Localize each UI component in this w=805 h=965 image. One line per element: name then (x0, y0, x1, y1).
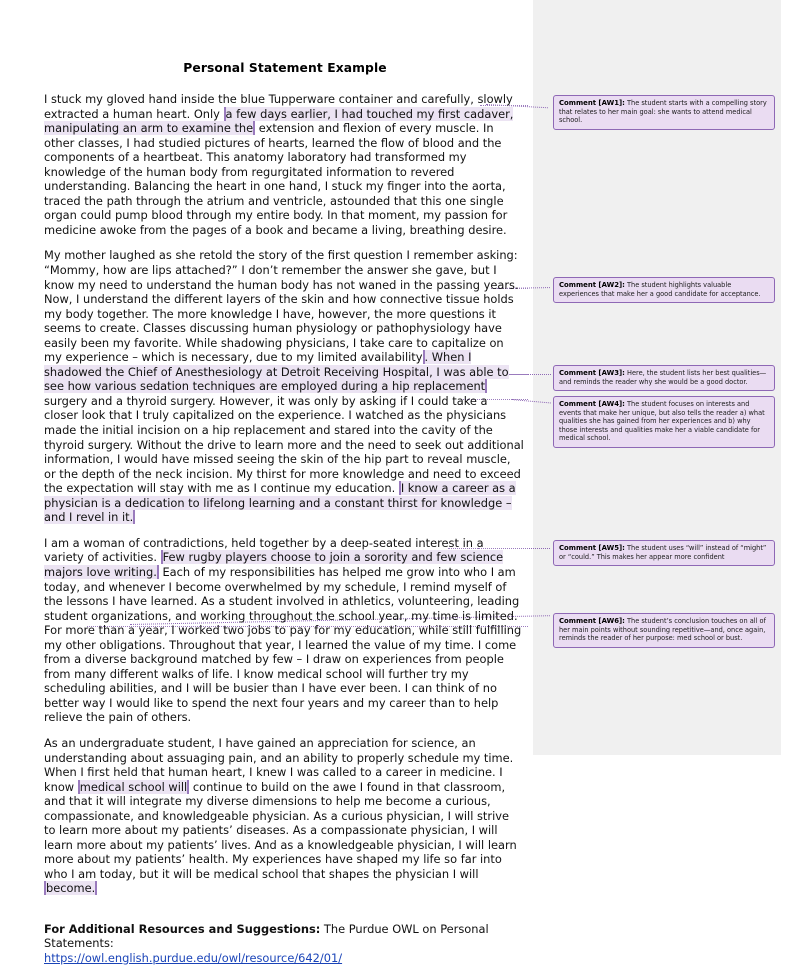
paragraph-4-highlight-1[interactable]: medical school will (79, 779, 188, 794)
page-title: Personal Statement Example (183, 61, 387, 75)
paragraph-2-segment-1: My mother laughed as she retold the story of the first question I remember asking: “Mommy, how are lips attached?” I don’t remember the answer she gave, but I know my need to understand the human body has not waned in the passing years. Now, I understand the different layers of the skin and how connective tissue holds my body together. The more knowledge I have, however, the more questions it seems to create. Classes discussing human physiology or pathophysiology have easily been my favorite. While shadowing physicians, I take care to capitalize on my experience – which is necessary, due to my limited availability (44, 248, 519, 365)
paragraph-1-highlight-1[interactable]: a few days earlier, I had touched my first cadaver, manipulating an arm to examine the (44, 106, 514, 136)
additional-resources (44, 896, 526, 965)
additional-resources-text: The Purdue OWL on Personal Statements: (44, 921, 489, 951)
paragraph-2-highlight-2[interactable]: I know a career as a physician is a dedication to lifelong learning and a constant thirst for knowledge – and I revel in it. (44, 481, 516, 525)
comment-text-aw2: The student highlights valuable experiences that make her a good candidate for acceptance. (559, 281, 761, 298)
paragraph-2-highlight-1[interactable]: . When I shadowed the Chief of Anesthesiology at Detroit Receiving Hospital, I was able to see how various sedation techniques are employed during a hip replacement (44, 350, 509, 394)
comment-balloon-aw1[interactable] (553, 95, 775, 130)
paragraph-2 (44, 248, 524, 524)
paragraph-3-highlight-1[interactable]: Few rugby players choose to join a sorority and few science majors love writing. (44, 550, 504, 579)
paragraph-3 (44, 536, 524, 725)
paragraph-3-segment-3: Each of my responsibilities has helped me grow into who I am today, and whenever I become overwhelmed by my schedule, I remind myself of the lessons I have learned. As a student involved in athletics, volunteering, leading student organizations, and working throughout the school year, my time is limited. For more than a year, I worked two jobs to pay for my education, while still fulfilling my other obligations. Throughout that year, I learned the value of my time. I come from a diverse background matched by few – I draw on experiences from people from many different walks of life. I know medical school will further try my scheduling abilities, and I will be busier than I have ever been. I can think of no better way I would like to spend the next four years and my career than to help relieve the pain of others. (44, 564, 522, 725)
comment-tag-aw3: Comment [AW3]: (559, 369, 625, 377)
comment-tag-aw1: Comment [AW1]: (559, 99, 625, 107)
comment-balloon-aw6[interactable] (553, 613, 775, 648)
comment-balloon-aw3[interactable] (553, 365, 775, 391)
paragraph-1-segment-1: I stuck my gloved hand inside the blue Tupperware container and carefully, slowly extracted a human heart. Only (44, 92, 513, 121)
comment-text-aw4: The student focuses on interests and events that make her unique, but also tells the reader a) what qualities she has gained from her experiences and b) why those interests and qualities make her a viable candidate for medical school. (559, 400, 765, 443)
comment-balloon-aw5[interactable] (553, 540, 775, 566)
comment-balloon-aw2[interactable] (553, 277, 775, 303)
comment-tag-aw6: Comment [AW6]: (559, 617, 625, 625)
paragraph-4 (44, 736, 524, 896)
paragraph-4-segment-3: continue to build on the awe I found in that classroom, and that it will integrate my diverse dimensions to help me become a curious, compassionate, and knowledgeable physician. As a curious physician, I will strive to learn more about my patients’ diseases. As a compassionate physician, I will learn more about my patients’ lives. And as a knowledgeable physician, I will learn more about my patients’ health. My experiences have shaped my life so far into who I am today, but it will be medical school that shapes the physician I will (44, 779, 517, 881)
paragraph-2-segment-3: surgery and a thyroid surgery. However, it was only by asking if I could take a closer look that I truly capitalized on the experience. I watched as the physicians made the initial incision on a hip replacement and stared into the cavity of the thyroid surgery. Without the drive to learn more and the need to seek out additional information, I would have missed seeing the skin of the hip part to reveal muscle, or the depth of the neck incision. My thirst for more knowledge and need to exceed the expectation will stay with me as I continue my education. (44, 393, 524, 496)
comment-text-aw5: The student uses “will” instead of “might” or “could.” This makes her appear more confident (559, 544, 767, 561)
paragraph-1-segment-3: extension and flexion of every muscle. In other classes, I had studied pictures of hearts, learned the flow of blood and the components of a heartbeat. This anatomy laboratory had transformed my knowledge of the human body from regurgitated information to revered understanding. Balancing the heart in one hand, I stuck my finger into the aorta, traced the path through the atrium and ventricle, astounded that this one single organ could pump blood through my entire body. In that moment, my passion for medicine awoke from the pages of a book and became a living, breathing desire. (44, 121, 508, 237)
comment-tag-aw4: Comment [AW4]: (559, 400, 625, 408)
paragraph-4-highlight-2[interactable]: become. (46, 881, 96, 896)
purdue-owl-link[interactable]: https://owl.english.purdue.edu/owl/resource/642/01/ (44, 950, 343, 965)
paragraph-1 (44, 92, 524, 237)
paragraph-4-segment-1: As an undergraduate student, I have gained an appreciation for science, an understanding about assuaging pain, and an ability to properly schedule my time. When I first held that human heart, I knew I was called to a career in medicine. I know (44, 735, 514, 794)
comment-text-aw1: The student starts with a compelling story that relates to her main goal: she wants to attend medical school. (559, 99, 767, 125)
comment-text-aw3: Here, the student lists her best qualities—and reminds the reader why she would be a good doctor. (559, 369, 767, 386)
comment-tag-aw5: Comment [AW5]: (559, 544, 625, 552)
comment-balloon-aw4[interactable] (553, 396, 775, 448)
comment-tag-aw2: Comment [AW2]: (559, 281, 625, 289)
document-text-column (44, 0, 526, 965)
comment-text-aw6: The student’s conclusion touches on all of her main points without sounding repetitive—and, once again, reminds the reader of her purpose: med school or bust. (559, 617, 766, 643)
additional-resources-label: For Additional Resources and Suggestions: (44, 921, 321, 936)
paragraph-3-segment-1: I am a woman of contradictions, held together by a deep-seated interest in a variety of activities. (44, 535, 484, 565)
